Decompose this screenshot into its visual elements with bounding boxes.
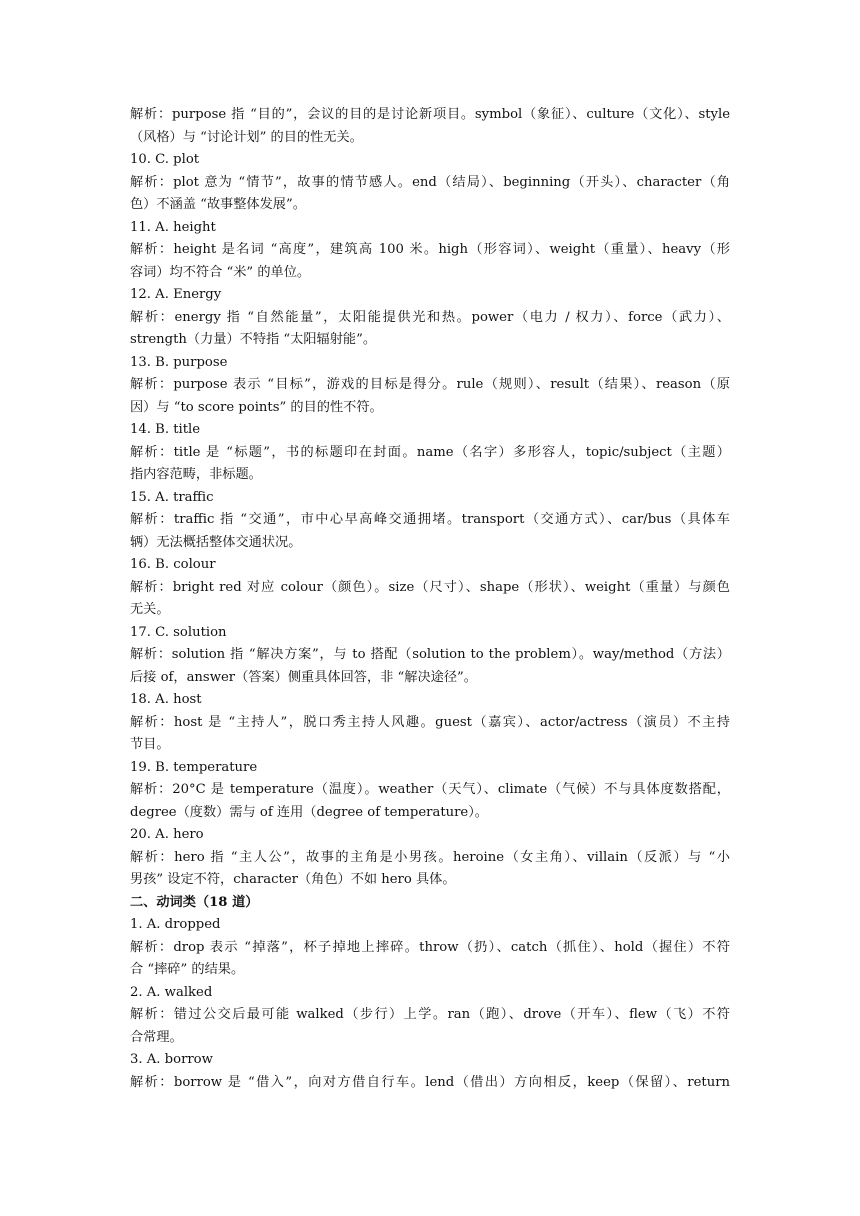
text-line: 合常理。: [130, 1029, 183, 1045]
text-line: 14. B. title: [130, 422, 201, 437]
text-line: 节目。: [130, 737, 170, 752]
text-line: 解析：错过公交后最可能 walked（步行）上学。ran（跑）、drove（开车）、flew（飞）不符: [130, 1007, 730, 1022]
text-line: 容词）均不符合 “米” 的单位。: [130, 264, 311, 280]
text-line: 17. C. solution: [130, 624, 227, 640]
text-line: 解析：bright red 对应 colour（颜色）。size（尺寸）、shape（形状）、weight（重量）与颜色: [130, 579, 730, 595]
text-line: 解析：title 是 “标题”，书的标题印在封面。name（名字）多形容人，topic/subject（主题）: [130, 444, 730, 460]
text-line: 无关。: [130, 602, 170, 617]
text-line: 解析：solution 指 “解决方案”，与 to 搭配（solution to the problem）。way/method（方法）: [130, 647, 730, 662]
text-line: strength（力量）不特指 “太阳辐射能”。: [130, 332, 377, 347]
text-line: 辆）无法概括整体交通状况。: [130, 534, 302, 550]
text-line: 18. A. host: [130, 692, 202, 707]
text-line: （风格）与 “讨论计划” 的目的性无关。: [130, 129, 363, 145]
section-heading: 二、动词类（18 道）: [130, 894, 259, 910]
text-line: 10. C. plot: [130, 152, 200, 167]
text-line: 解析：20°C 是 temperature（温度）。weather（天气）、climate（气候）不与具体度数搭配，: [130, 782, 730, 797]
noun-answers-section: [130, 104, 730, 892]
text-line: 解析：traffic 指 “交通”，市中心早高峰交通拥堵。transport（交通方式）、car/bus（具体车: [130, 512, 730, 527]
text-line: 3. A. borrow: [130, 1052, 213, 1067]
text-line: 19. B. temperature: [130, 759, 258, 775]
text-line: 男孩” 设定不符，character（角色）不如 hero 具体。: [130, 872, 456, 887]
text-line: 1. A. dropped: [130, 917, 221, 932]
text-line: 解析：purpose 表示 “目标”，游戏的目标是得分。rule（规则）、result（结果）、reason（原: [130, 377, 730, 392]
text-line: 15. A. traffic: [130, 489, 214, 505]
text-line: 解析：height 是名词 “高度”，建筑高 100 米。high（形容词）、weight（重量）、heavy（形: [130, 242, 730, 257]
text-line: 20. A. hero: [130, 827, 204, 842]
text-line: 12. A. Energy: [130, 287, 222, 302]
text-line: 11. A. height: [130, 219, 216, 235]
text-line: 2. A. walked: [130, 984, 213, 1000]
text-line: 解析：purpose 指 “目的”，会议的目的是讨论新项目。symbol（象征）、culture（文化）、style: [130, 107, 730, 122]
text-line: 色）不涵盖 “故事整体发展”。: [130, 197, 306, 212]
text-line: 解析：energy 指 “自然能量”，太阳能提供光和热。power（电力 / 权力）、force（武力）、: [130, 309, 730, 325]
document-page: [130, 104, 730, 1094]
text-line: 13. B. purpose: [130, 354, 228, 370]
text-line: degree（度数）需与 of 连用（degree of temperature）。: [130, 804, 488, 820]
verb-answers-section: [130, 914, 730, 1094]
text-line: 解析：plot 意为 “情节”，故事的情节感人。end（结局）、beginning（开头）、character（角: [130, 174, 730, 190]
text-line: 因）与 “to score points” 的目的性不符。: [130, 399, 383, 415]
text-line: 后接 of，answer（答案）侧重具体回答，非 “解决途径”。: [130, 669, 477, 685]
text-line: 合 “摔碎” 的结果。: [130, 962, 245, 977]
text-line: 解析：drop 表示 “掉落”，杯子掉地上摔碎。throw（扔）、catch（抓住）、hold（握住）不符: [130, 939, 730, 955]
text-line: 指内容范畴，非标题。: [130, 467, 262, 482]
text-line: 解析：borrow 是 “借入”，向对方借自行车。lend（借出）方向相反，keep（保留）、return: [130, 1074, 730, 1090]
text-line: 解析：hero 指 “主人公”，故事的主角是小男孩。heroine（女主角）、villain（反派）与 “小: [130, 849, 730, 865]
text-line: 16. B. colour: [130, 557, 216, 572]
text-line: 解析：host 是 “主持人”，脱口秀主持人风趣。guest（嘉宾）、actor/actress（演员）不主持: [130, 714, 730, 730]
